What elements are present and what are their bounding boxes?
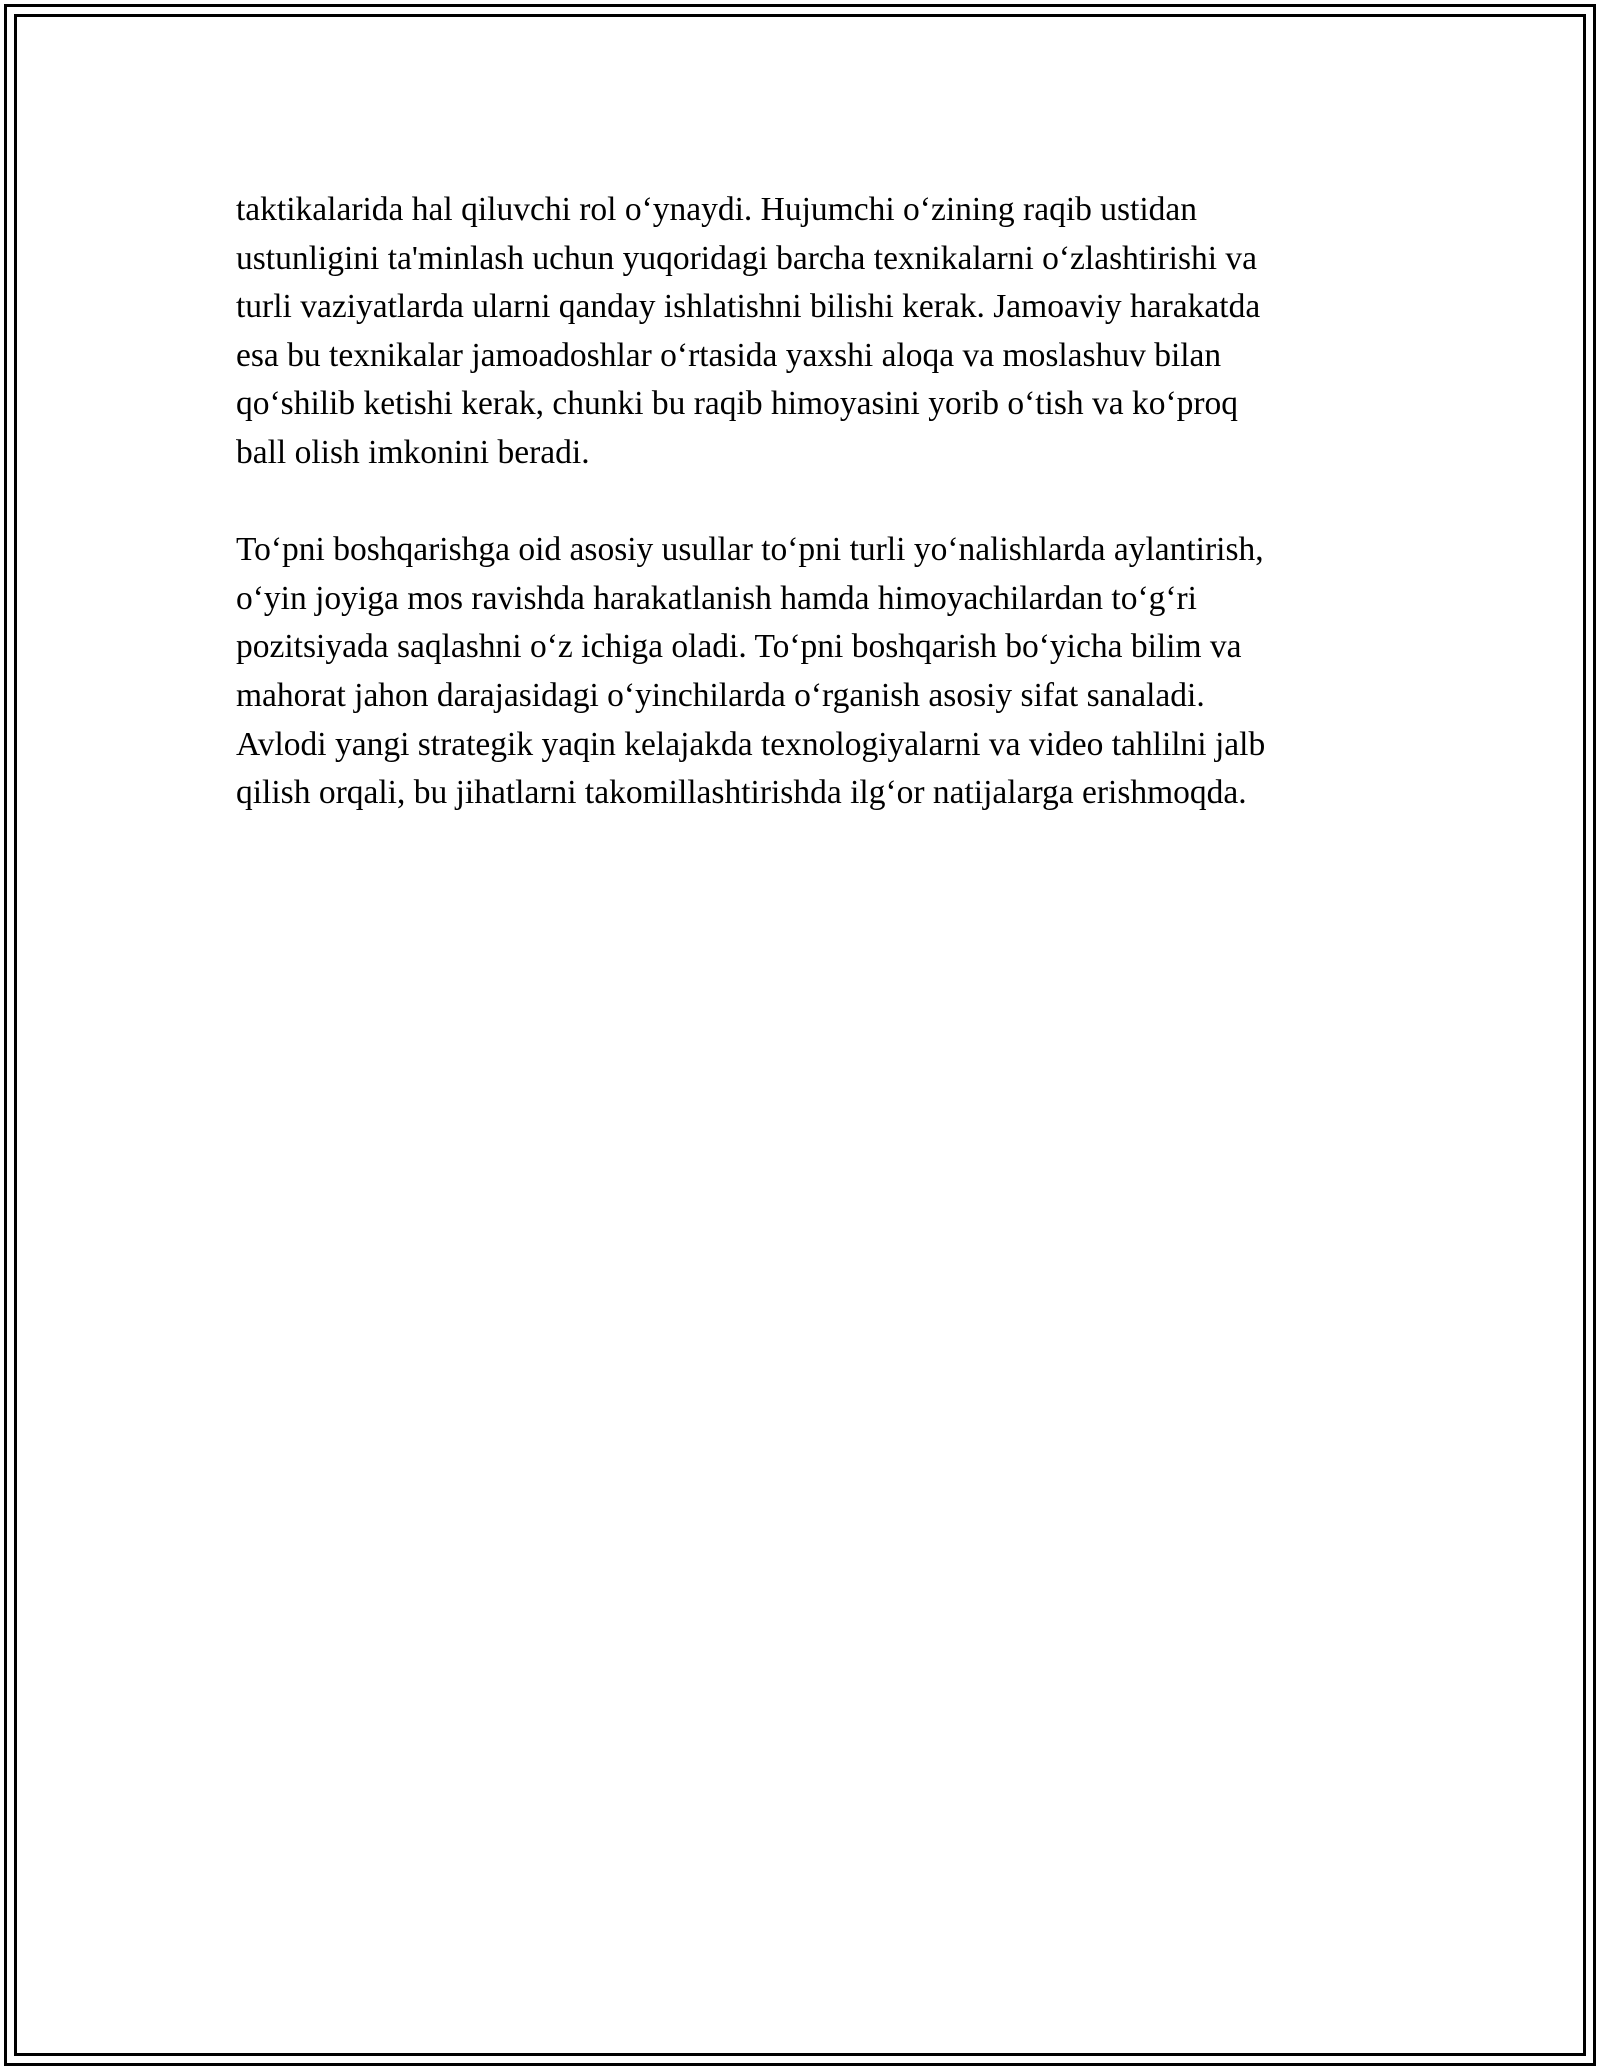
text-line: pozitsiyada saqlashni o‘z ichiga oladi. To‘pni boshqarish bo‘yicha bilim va xyxy=(236,628,1242,666)
text-line: To‘pni boshqarishga oid asosiy usullar to‘pni turli yo‘nalishlarda aylantirish, xyxy=(236,531,1264,569)
document-body xyxy=(236,186,1376,818)
text-line: taktikalarida hal qiluvchi rol o‘ynaydi. Hujumchi o‘zining raqib ustidan xyxy=(236,191,1198,228)
paragraph-1 xyxy=(236,186,1376,478)
text-line: ball olish imkonini beradi. xyxy=(236,433,590,471)
text-line: o‘yin joyiga mos ravishda harakatlanish hamda himoyachilardan to‘g‘ri xyxy=(236,579,1197,617)
text-line: qilish orqali, bu jihatlarni takomillashtirishda ilg‘or natijalarga erishmoqda. xyxy=(236,774,1247,812)
text-line: ustunligini ta'minlash uchun yuqoridagi barcha texnikalarni o‘zlashtirishi va xyxy=(236,239,1258,277)
text-line: turli vaziyatlarda ularni qanday ishlatishni bilishi kerak. Jamoaviy harakatda xyxy=(236,288,1261,326)
text-line: esa bu texnikalar jamoadoshlar o‘rtasida yaxshi aloqa va moslashuv bilan xyxy=(236,336,1222,374)
text-line: mahorat jahon darajasidagi o‘yinchilarda o‘rganish asosiy sifat sanaladi. xyxy=(236,676,1205,714)
paragraph-2 xyxy=(236,526,1376,818)
text-line: qo‘shilib ketishi kerak, chunki bu raqib himoyasini yorib o‘tish va ko‘proq xyxy=(236,385,1239,423)
text-line: Avlodi yangi strategik yaqin kelajakda texnologiyalarni va video tahlilni jalb xyxy=(236,725,1266,763)
